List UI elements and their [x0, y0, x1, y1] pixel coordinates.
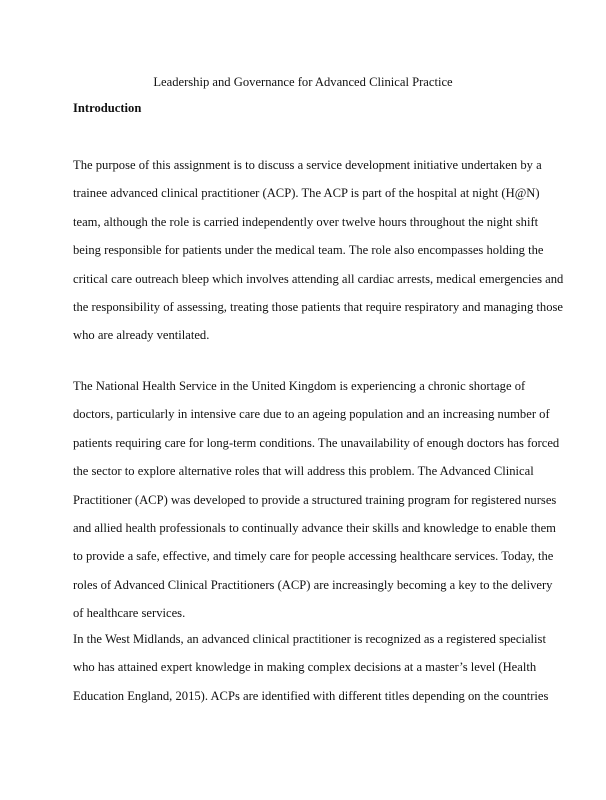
paragraph-line: The purpose of this assignment is to discuss a service development initiative undertaken by a: [73, 158, 542, 172]
section-heading-introduction: Introduction: [73, 101, 142, 115]
paragraph-line: Practitioner (ACP) was developed to provide a structured training program for registered nurses: [73, 492, 557, 507]
paragraph-line: trainee advanced clinical practitioner (ACP). The ACP is part of the hospital at night (H@N): [73, 186, 540, 201]
paragraph-line: who are already ventilated.: [73, 328, 210, 343]
paragraph-line: team, although the role is carried independently over twelve hours throughout the night shift: [73, 214, 539, 229]
paragraph-line: to provide a safe, effective, and timely care for people accessing healthcare services. Today, the: [73, 549, 554, 564]
paragraph-line: the sector to explore alternative roles that will address this problem. The Advanced Clinical: [73, 464, 534, 479]
paragraph-line: who has attained expert knowledge in making complex decisions at a master’s level (Health: [73, 660, 537, 675]
paragraph-line: In the West Midlands, an advanced clinical practitioner is recognized as a registered specialist: [73, 632, 546, 646]
paragraph-2: [73, 372, 560, 628]
paragraph-line: doctors, particularly in intensive care due to an ageing population and an increasing number of: [73, 407, 550, 422]
paragraph-line: Education England, 2015). ACPs are identified with different titles depending on the countries: [73, 688, 549, 703]
paragraph-line: and allied health professionals to continually advance their skills and knowledge to enable them: [73, 521, 556, 536]
paragraph-line: being responsible for patients under the medical team. The role also encompasses holding the: [73, 243, 544, 258]
document-title: Leadership and Governance for Advanced Clinical Practice: [153, 75, 453, 89]
paragraph-line: patients requiring care for long-term conditions. The unavailability of enough doctors has forced: [73, 435, 560, 450]
paragraph-line: The National Health Service in the United Kingdom is experiencing a chronic shortage of: [73, 379, 526, 393]
paragraph-3: [73, 625, 549, 710]
paragraph-1: [73, 151, 564, 350]
paragraph-line: the responsibility of assessing, treating those patients that require respiratory and managing those: [73, 300, 563, 315]
paragraph-line: of healthcare services.: [73, 606, 186, 621]
paragraph-line: critical care outreach bleep which involves attending all cardiac arrests, medical emergencies and: [73, 271, 564, 286]
paragraph-line: roles of Advanced Clinical Practitioners (ACP) are increasingly becoming a key to the delivery: [73, 577, 553, 592]
